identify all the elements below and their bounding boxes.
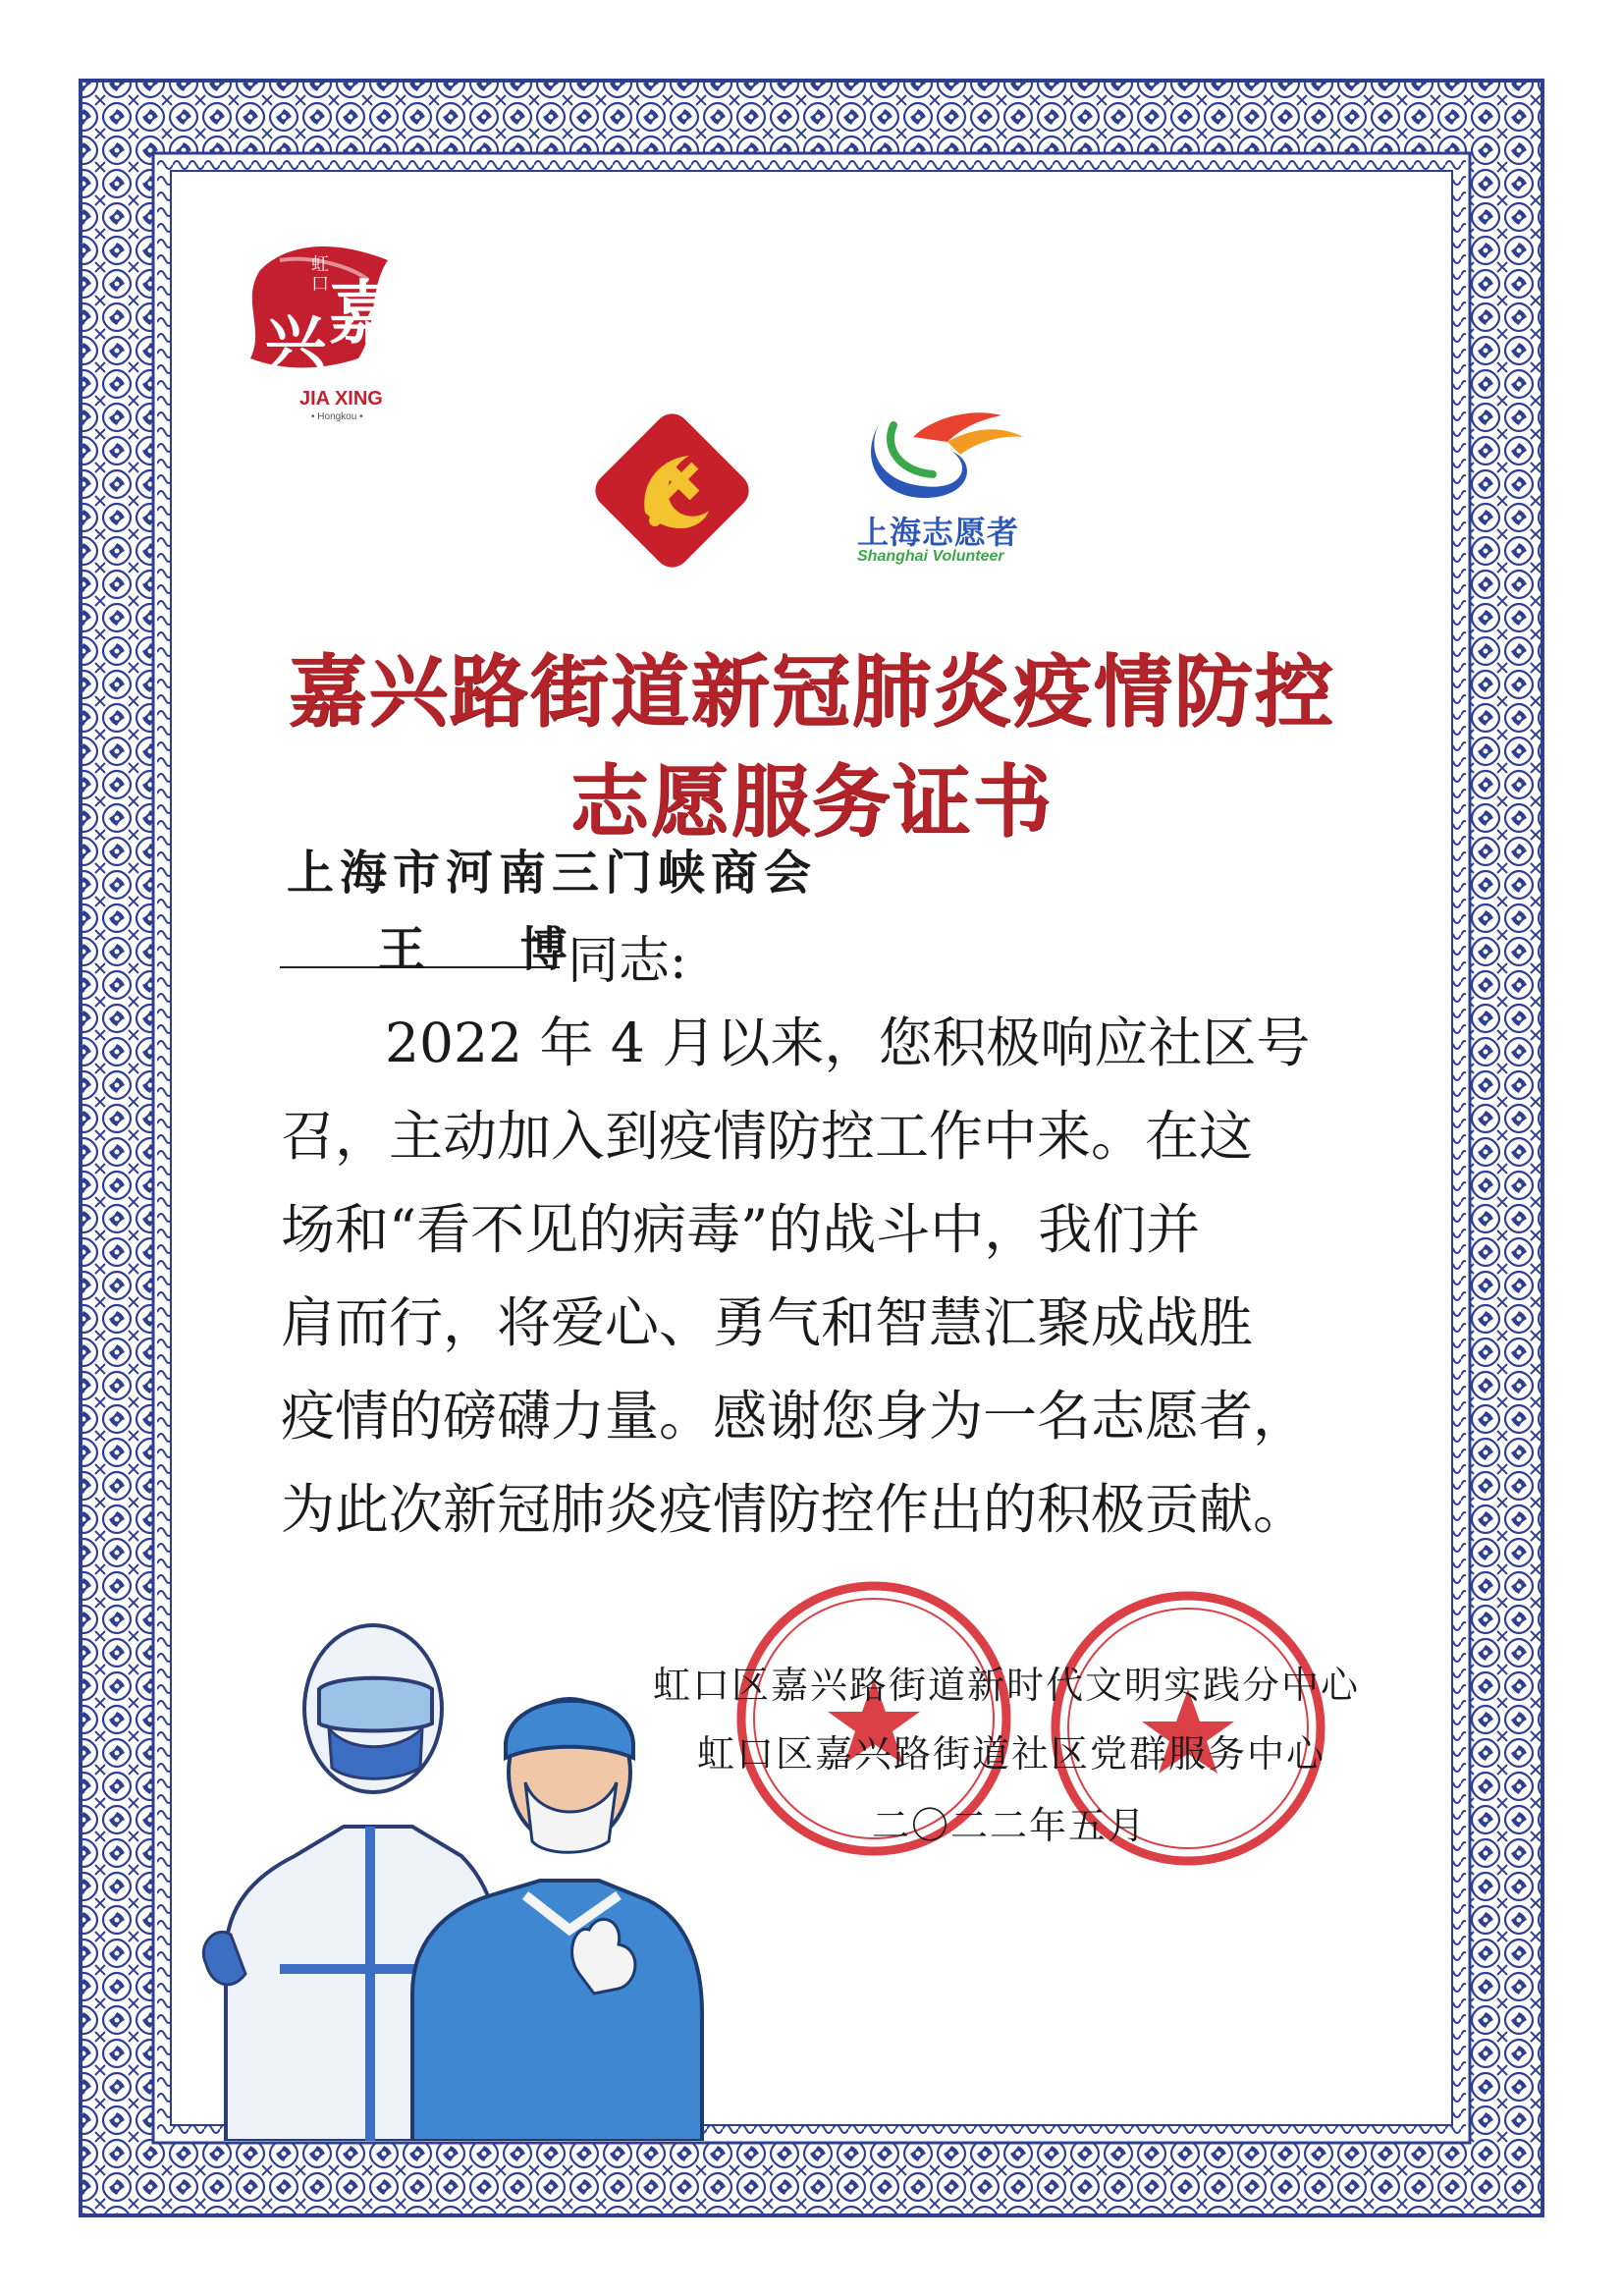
recipient-organization: 上海市河南三门峡商会 — [287, 846, 818, 901]
jiaxing-logo — [221, 221, 417, 427]
shanghai-volunteer-logo — [849, 398, 1036, 574]
body-line-1: 2022 年 4 月以来，您积极响应社区号 — [385, 1011, 1311, 1074]
volunteer-en-text: Shanghai Volunteer — [857, 548, 1004, 565]
body-line-5: 疫情的磅礴力量。感谢您身为一名志愿者， — [281, 1385, 1308, 1448]
volunteer-cn-text: 上海志愿者 — [857, 514, 1020, 551]
jiaxing-sub-text: • Hongkou • — [311, 411, 363, 422]
party-emblem — [586, 405, 758, 576]
jiaxing-en-text: JIA XING — [299, 388, 383, 410]
certificate-title-line2: 志愿服务证书 — [569, 755, 1054, 847]
hammer-sickle-icon — [586, 405, 758, 576]
issuer-line-1: 虹口区嘉兴路街道新时代文明实践分中心 — [653, 1664, 1361, 1707]
jiaxing-small-text: 虹口 — [311, 254, 329, 295]
body-line-2: 召，主动加入到疫情防控工作中来。在这 — [281, 1105, 1254, 1168]
recipient-name: 王 博 — [378, 922, 607, 977]
volunteer-swoosh-icon — [854, 398, 1031, 506]
issuer-line-2: 虹口区嘉兴路街道社区党群服务中心 — [697, 1732, 1326, 1776]
jiaxing-big-char-2: 兴 — [265, 307, 327, 379]
body-line-4: 肩而行，将爱心、勇气和智慧汇聚成战胜 — [281, 1291, 1254, 1354]
salutation: 同志: — [568, 932, 687, 991]
body-line-6: 为此次新冠肺炎疫情防控作出的积极贡献。 — [281, 1478, 1308, 1541]
jiaxing-big-char-1: 嘉 — [329, 272, 398, 354]
issue-date: 二〇二二年五月 — [872, 1804, 1148, 1847]
certificate-title-line1: 嘉兴路街道新冠肺炎疫情防控 — [288, 645, 1335, 738]
body-line-3: 场和“看不见的病毒”的战斗中，我们并 — [281, 1198, 1201, 1261]
medical-workers-illustration — [187, 1532, 736, 2141]
